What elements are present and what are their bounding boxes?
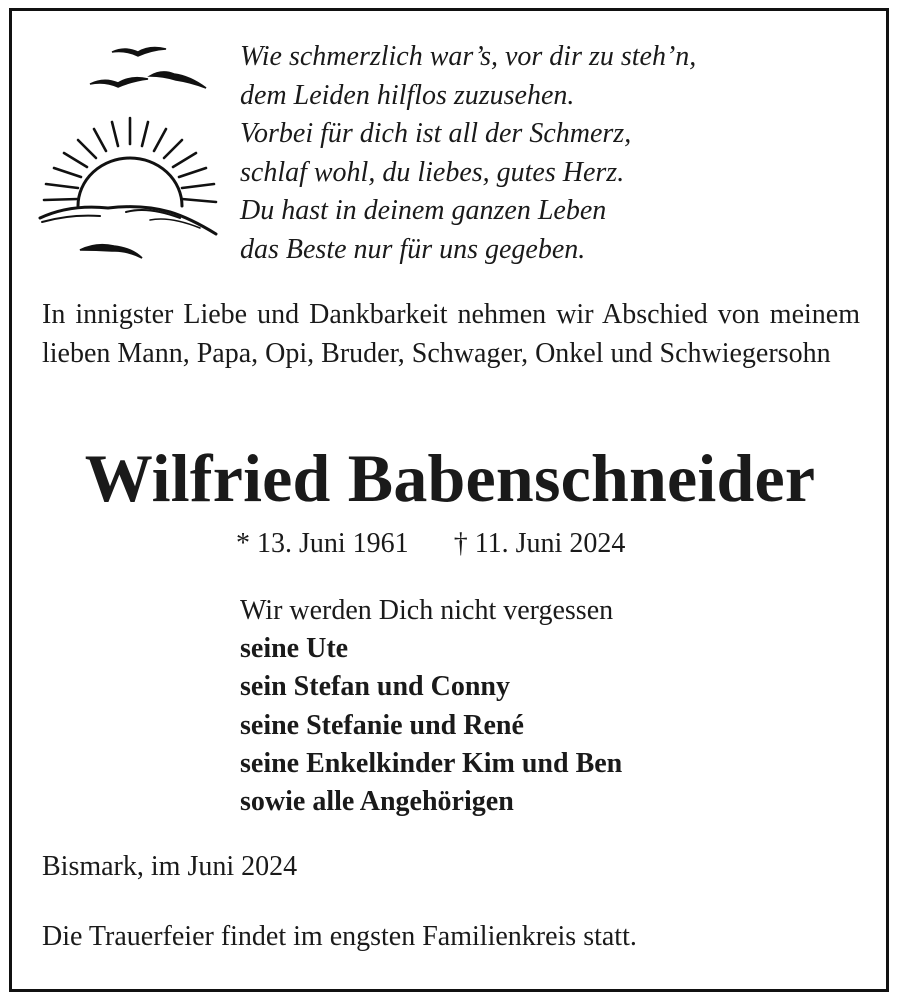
life-dates (236, 525, 625, 563)
poem-line: schlaf wohl, du liebes, gutes Herz. (240, 156, 625, 188)
mourner-name: seine Stefanie und René (240, 709, 524, 741)
sunset-birds-icon (30, 36, 230, 266)
mourner-name: sein Stefan und Conny (240, 671, 510, 703)
death-date: † 11. Juni 2024 (453, 528, 626, 559)
mourner-name: seine Ute (240, 633, 349, 665)
deceased-name: Wilfried Babenschneider (84, 440, 816, 516)
poem-line: dem Leiden hilflos zuzusehen. (240, 79, 575, 111)
poem (240, 38, 870, 269)
birth-date: * 13. Juni 1961 (236, 528, 409, 559)
mourner-name: sowie alle Angehörigen (240, 786, 514, 818)
service-note: Die Trauerfeier findet im engsten Familienkreis statt. (42, 921, 637, 952)
intro-text: In innigster Liebe und Dankbarkeit nehmen wir Abschied von meinem lieben Mann, Papa, Opi, Bruder, Schwager, Onkel und Schwiegersohn (42, 299, 860, 369)
place-date: Bismark, im Juni 2024 (42, 851, 298, 882)
poem-line: das Beste nur für uns gegeben. (240, 233, 586, 265)
poem-line: Du hast in deinem ganzen Leben (240, 195, 607, 226)
mourners-lead: Wir werden Dich nicht vergessen (240, 595, 614, 626)
poem-line: Vorbei für dich ist all der Schmerz, (240, 118, 632, 149)
poem-line: Wie schmerzlich war’s, vor dir zu steh’n, (240, 41, 697, 72)
mourners-block (240, 592, 622, 821)
mourner-name: seine Enkelkinder Kim und Ben (240, 747, 623, 779)
